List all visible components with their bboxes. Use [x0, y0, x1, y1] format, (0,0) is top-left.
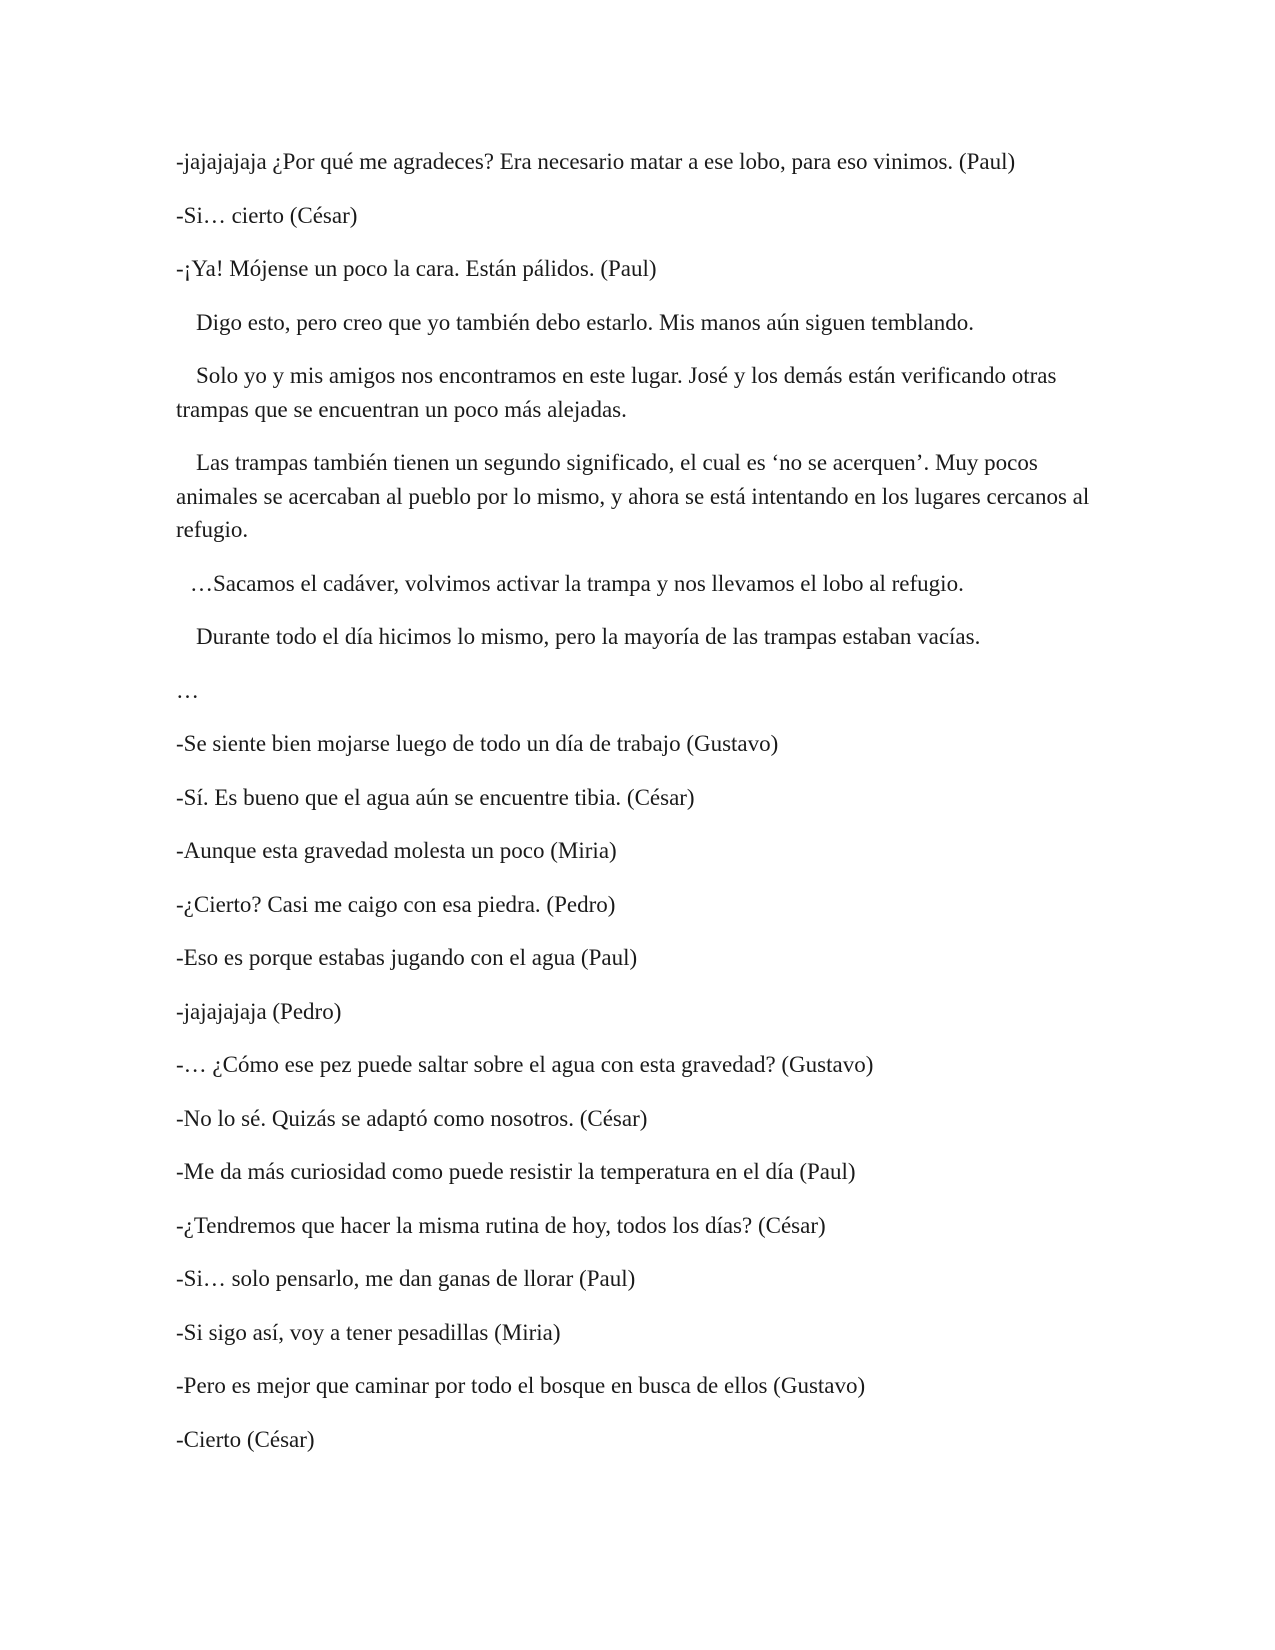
dialogue-line: -Si sigo así, voy a tener pesadillas (Miria)	[176, 1319, 561, 1345]
dialogue-line: -Sí. Es bueno que el agua aún se encuentre tibia. (César)	[176, 784, 695, 810]
narrative-paragraph: Las trampas también tienen un segundo significado, el cual es ‘no se acerquen’. Muy pocos animales se acercaban al pueblo por lo mismo, y ahora se está intentando en los lugares cercanos al refugio.	[176, 450, 1096, 542]
dialogue-line: -¿Cierto? Casi me caigo con esa piedra. (Pedro)	[176, 891, 616, 917]
dialogue-line: -¡Ya! Mójense un poco la cara. Están pálidos. (Paul)	[176, 256, 657, 281]
dialogue-line: -jajajajaja ¿Por qué me agradeces? Era necesario matar a ese lobo, para eso vinimos. (Paul)	[176, 149, 1016, 174]
dialogue-line: -jajajajaja (Pedro)	[176, 998, 342, 1024]
dialogue-line: -Eso es porque estabas jugando con el agua (Paul)	[176, 945, 638, 970]
dialogue-line: -Si… cierto (César)	[176, 202, 358, 228]
narrative-paragraph: Durante todo el día hicimos lo mismo, pero la mayoría de las trampas estaban vacías.	[196, 624, 981, 649]
dialogue-line: -… ¿Cómo ese pez puede saltar sobre el agua con esta gravedad? (Gustavo)	[176, 1052, 874, 1077]
narrative-paragraph: …Sacamos el cadáver, volvimos activar la trampa y nos llevamos el lobo al refugio.	[190, 570, 964, 596]
dialogue-line: -Se siente bien mojarse luego de todo un día de trabajo (Gustavo)	[176, 731, 779, 756]
dialogue-line: -Si… solo pensarlo, me dan ganas de llorar (Paul)	[176, 1266, 636, 1291]
dialogue-line: -Aunque esta gravedad molesta un poco (Miria)	[176, 838, 617, 863]
dialogue-line: -No lo sé. Quizás se adaptó como nosotros. (César)	[176, 1105, 648, 1131]
narrative-paragraph: Digo esto, pero creo que yo también debo estarlo. Mis manos aún siguen temblando.	[196, 309, 974, 335]
scene-break: …	[176, 677, 199, 703]
dialogue-line: -Me da más curiosidad como puede resistir la temperatura en el día (Paul)	[176, 1159, 856, 1184]
dialogue-line: -Cierto (César)	[176, 1426, 315, 1452]
narrative-paragraph: Solo yo y mis amigos nos encontramos en este lugar. José y los demás están verificando otras trampas que se encuentran un poco más alejadas.	[176, 363, 1063, 422]
document-body	[176, 145, 1106, 1476]
dialogue-line: -Pero es mejor que caminar por todo el bosque en busca de ellos (Gustavo)	[176, 1373, 866, 1398]
dialogue-line: -¿Tendremos que hacer la misma rutina de hoy, todos los días? (César)	[176, 1212, 826, 1238]
